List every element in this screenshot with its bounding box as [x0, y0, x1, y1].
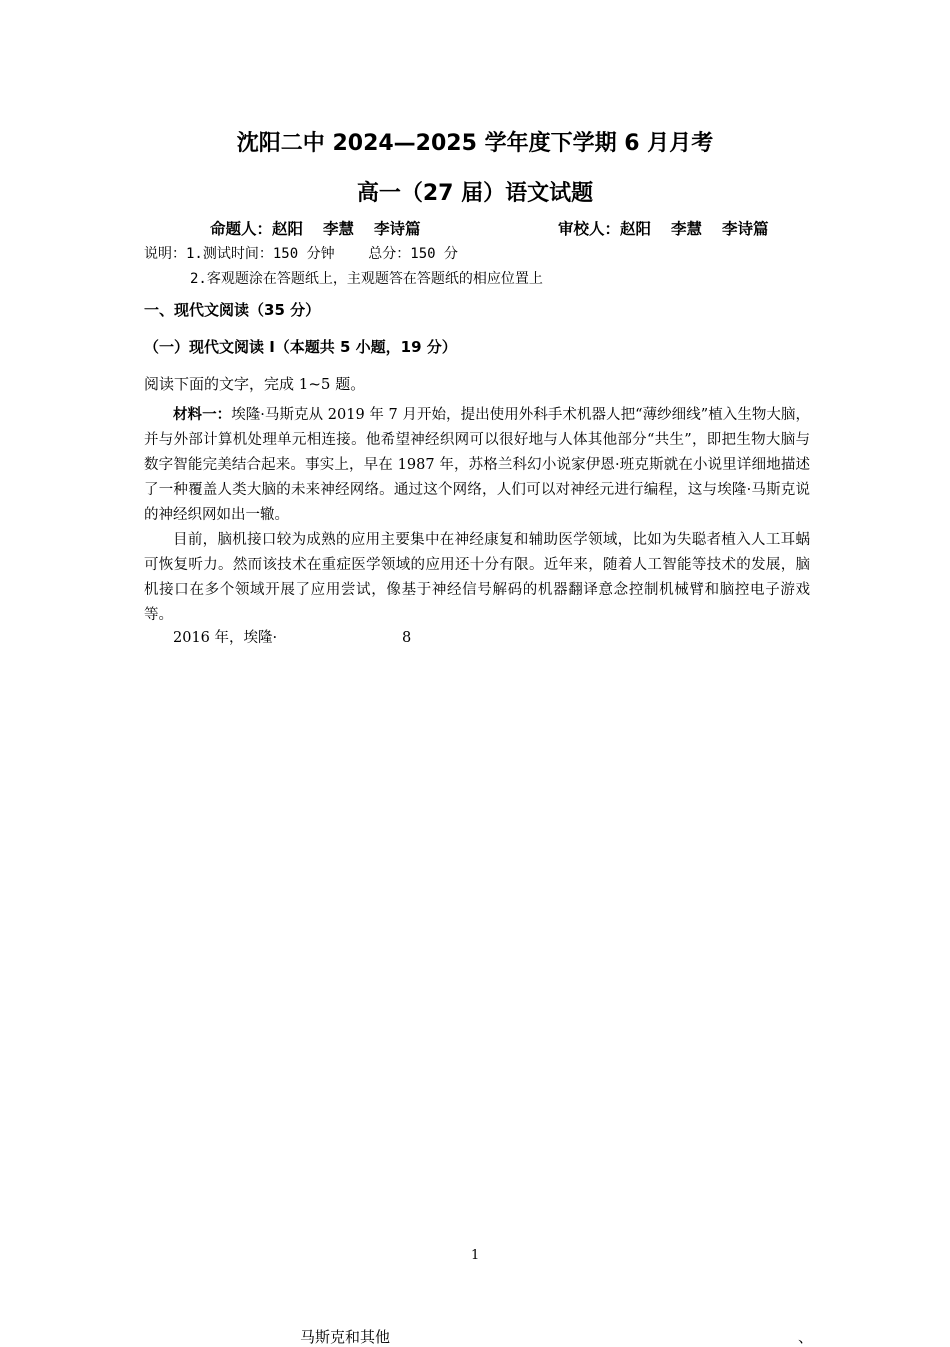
- author-name: 赵阳: [272, 220, 304, 238]
- reviewers-label: 审校人：: [558, 220, 621, 238]
- section-heading: 一、现代文阅读（35 分）: [144, 301, 321, 319]
- notes-line-2: 2.客观题涂在答题纸上，主观题答在答题纸的相应位置上: [190, 271, 543, 287]
- material-paragraph: 目前，脑机接口较为成熟的应用主要集中在神经康复和辅助医学领域，比如为失聪者植入人工耳蜗可恢复听力。然而该技术在重症医学领域的应用还十分有限。近年来，随着人工智能等技术的发展，脑机接口在多个领域开展了应用尝试，像基于神经信号解码的机器翻译意念控制机械臂和脑控电子游戏等。: [144, 532, 810, 623]
- overflow-mark: 、: [798, 1328, 814, 1346]
- overflow-text: 马斯克和其他: [300, 1328, 391, 1346]
- reviewers-line: [558, 217, 769, 239]
- notes-text: 1.测试时间：150 分钟 总分：150 分: [186, 246, 459, 262]
- school-title: 沈阳二中 2024—2025 学年度下学期 6 月月考: [236, 131, 714, 156]
- reviewer-name: 赵阳: [620, 220, 652, 238]
- author-name: 李诗篇: [374, 220, 421, 238]
- material-label: 材料一：: [173, 407, 232, 423]
- stray-number: 8: [402, 630, 412, 646]
- notes-label: 说明：: [144, 246, 186, 262]
- page-number: 1: [471, 1248, 480, 1263]
- authors-label: 命题人：: [210, 220, 273, 238]
- material-paragraph: [144, 403, 810, 528]
- section-subheading: （一）现代文阅读 I（本题共 5 小题，19 分）: [144, 338, 457, 356]
- reviewer-name: 李慧: [671, 220, 703, 238]
- material-text: 埃隆·马斯克从 2019 年 7 月开始，提出使用外科手术机器人把“薄纱细线”植入生物大脑，并与外部计算机处理单元相连接。他希望神经织网可以很好地与人体其他部分“共生”，即把生物大脑与数字智能完美结合起来。事实上，早在 1987 年，苏格兰科幻小说家伊恩·班克斯就在小说里详细地描述了一种覆盖人类大脑的未来神经网络。通过这个网络，人们可以对神经元进行编程，这与埃隆·马斯克说的神经织网如出一辙。: [144, 407, 811, 523]
- authors-line: [210, 217, 421, 239]
- notes-line-1: [144, 243, 458, 263]
- exam-title: 高一（27 届）语文试题: [356, 181, 594, 206]
- author-name: 李慧: [323, 220, 355, 238]
- material-paragraph-truncated: 2016 年，埃隆·: [173, 630, 278, 646]
- reviewer-name: 李诗篇: [722, 220, 769, 238]
- reading-instruction: 阅读下面的文字，完成 1~5 题。: [144, 375, 366, 393]
